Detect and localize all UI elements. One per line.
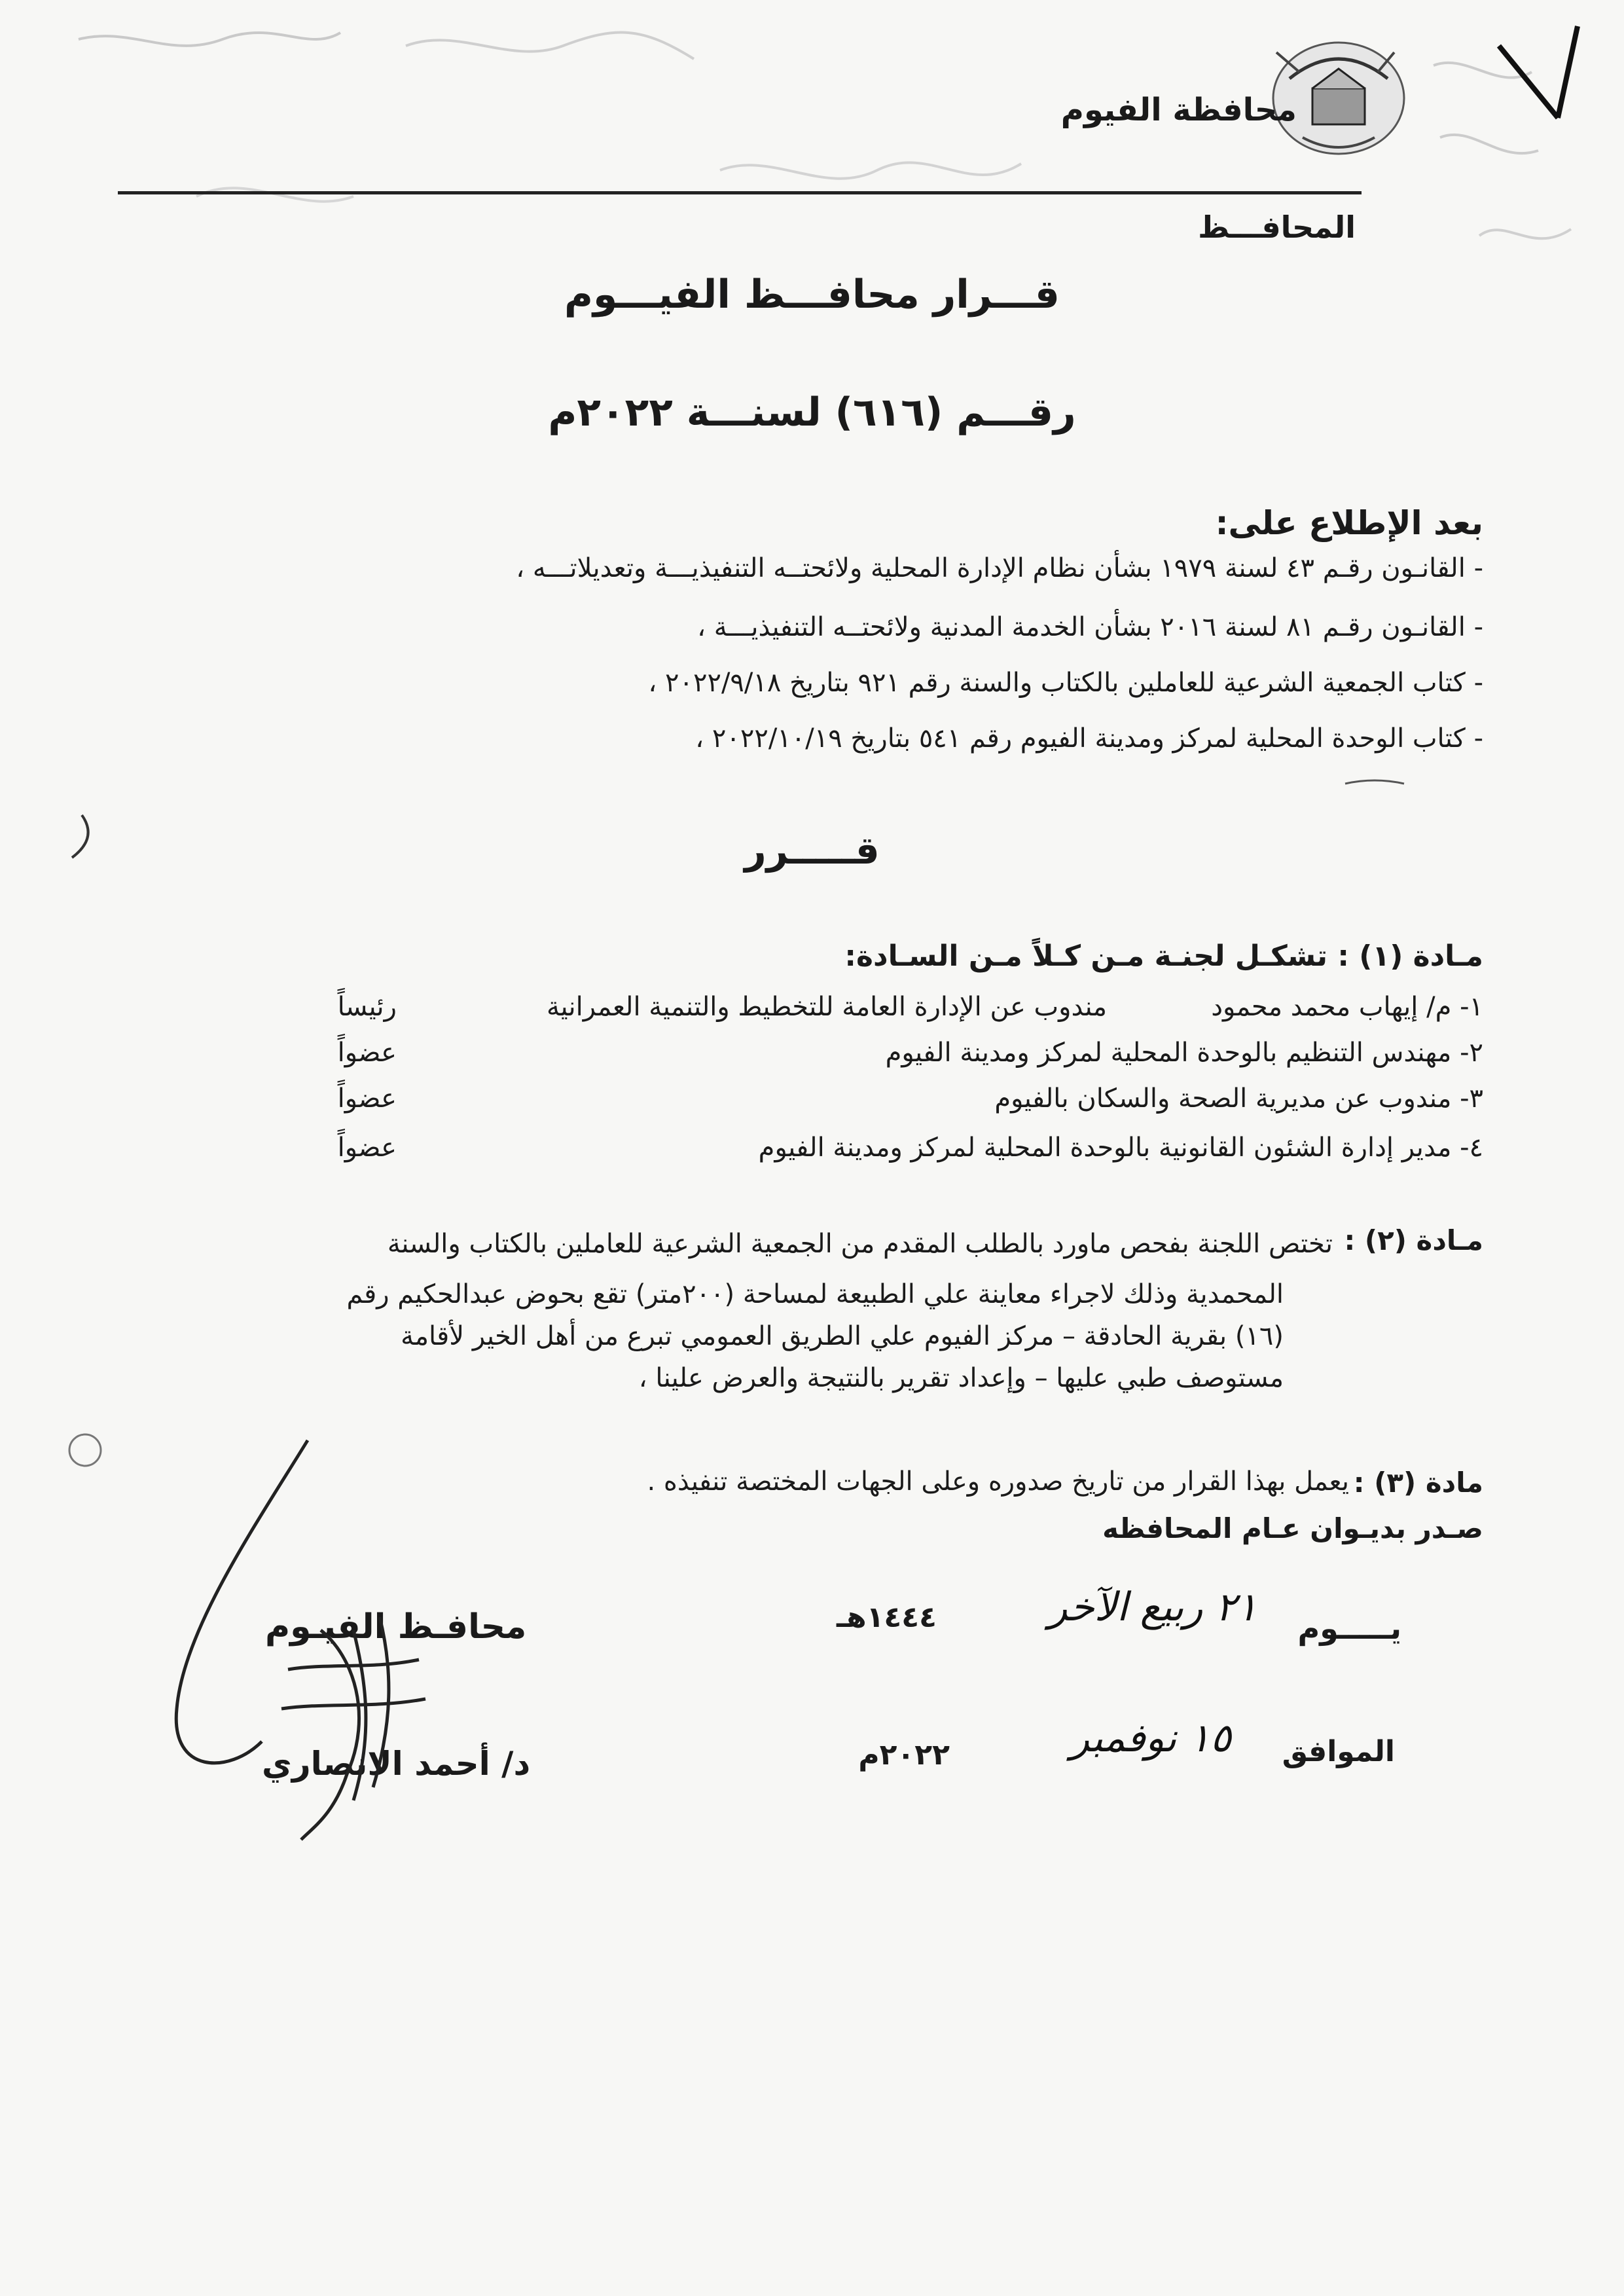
hijri-year: ١٤٤٤هـ	[837, 1601, 937, 1634]
committee-member-row	[122, 1133, 1483, 1172]
issued-line: صـدر بديـوان عـام المحافظه	[1102, 1512, 1483, 1544]
recital-item: - كتاب الجمعية الشرعية للعاملين بالكتاب والسنة رقم ٩٢١ بتاريخ ٢٠٢٢/٩/١٨ ،	[648, 668, 1483, 698]
article2-heading: مـادة (٢) :	[1344, 1224, 1483, 1256]
recitals-heading: بعد الإطلاع على:	[1215, 504, 1483, 542]
signatory-name: د/ أحمد الانصاري	[262, 1745, 531, 1783]
gregorian-year: ٢٠٢٢م	[858, 1738, 950, 1772]
decision-heading: قـــــرر	[744, 828, 880, 873]
article2-line: مستوصف طبي عليها – وإعداد تقرير بالنتيجة والعرض علينا ،	[638, 1363, 1284, 1393]
member-name: ٤- مدير إدارة الشئون القانونية بالوحدة المحلية لمركز ومدينة الفيوم	[758, 1133, 1483, 1163]
gregorian-date-handwritten: ١٥ نوفمبر	[1070, 1715, 1231, 1761]
hijri-date-handwritten: ٢١ ربيع الآخر	[1048, 1584, 1257, 1630]
article2-line: المحمدية وذلك لاجراء معاينة علي الطبيعة لمساحة (٢٠٠متر) تقع بحوض عبدالحكيم رقم	[346, 1279, 1284, 1309]
margin-circle-mark	[62, 1427, 108, 1473]
decree-title: قـــرار محافـــظ الفيـــوم	[564, 272, 1060, 318]
header-divider	[118, 191, 1362, 194]
office-label: المحافـــظ	[1198, 210, 1356, 245]
article2-line: تختص اللجنة بفحص ماورد بالطلب المقدم من الجمعية الشرعية للعاملين بالكتاب والسنة	[387, 1229, 1333, 1259]
governorate-name: محافظة الفيوم	[1060, 92, 1297, 128]
decree-number: رقـــم (٦١٦) لسنـــة ٢٠٢٢م	[548, 390, 1076, 435]
member-name: ١- م/ إيهاب محمد محمود	[1211, 992, 1483, 1022]
member-role: عضواً	[337, 1133, 397, 1163]
member-name: ٢- مهندس التنظيم بالوحدة المحلية لمركز ومدينة الفيوم	[885, 1038, 1483, 1068]
recital-item: - كتاب الوحدة المحلية لمركز ومدينة الفيوم رقم ٥٤١ بتاريخ ٢٠٢٢/١٠/١٩ ،	[695, 723, 1483, 754]
page-number-mark	[1479, 20, 1597, 124]
member-role: عضواً	[337, 1084, 397, 1114]
margin-mark	[1342, 776, 1407, 789]
member-role: عضواً	[337, 1038, 397, 1068]
recital-item: - القانـون رقـم ٤٣ لسنة ١٩٧٩ بشأن نظام الإدارة المحلية ولائحتــه التنفيذيـــة وتعديلاتـــه ،	[516, 553, 1483, 583]
committee-member-row	[122, 992, 1483, 1031]
committee-member-row	[122, 1084, 1483, 1123]
member-position: مندوب عن الإدارة العامة للتخطيط والتنمية العمرانية	[547, 992, 1107, 1022]
member-role: رئيساً	[337, 992, 397, 1022]
article3-text: يعمل بهذا القرار من تاريخ صدوره وعلى الجهات المختصة تنفيذه .	[647, 1467, 1349, 1497]
hijri-day-label: يـــــوم	[1297, 1611, 1401, 1646]
recital-item: - القانـون رقـم ٨١ لسنة ٢٠١٦ بشأن الخدمة المدنية ولائحتــه التنفيذيـــة ،	[697, 612, 1483, 642]
signatory-title: محافـظ الفيـوم	[265, 1607, 527, 1647]
article1-heading: مـادة (١) : تشكـل لجنـة مـن كـلاً مـن السـادة:	[844, 939, 1483, 973]
handwritten-signature	[157, 1434, 497, 1853]
gregorian-label: الموافق	[1282, 1735, 1395, 1768]
article2-line: (١٦) بقرية الحادقة – مركز الفيوم علي الطريق العمومي تبرع من أهل الخير لأقامة	[401, 1321, 1284, 1351]
member-name: ٣- مندوب عن مديرية الصحة والسكان بالفيوم	[994, 1084, 1483, 1114]
article3-heading: مادة (٣) :	[1353, 1467, 1483, 1499]
article2-body	[148, 1223, 1333, 1265]
committee-member-row	[122, 1038, 1483, 1077]
article2-body-cont	[151, 1273, 1284, 1399]
